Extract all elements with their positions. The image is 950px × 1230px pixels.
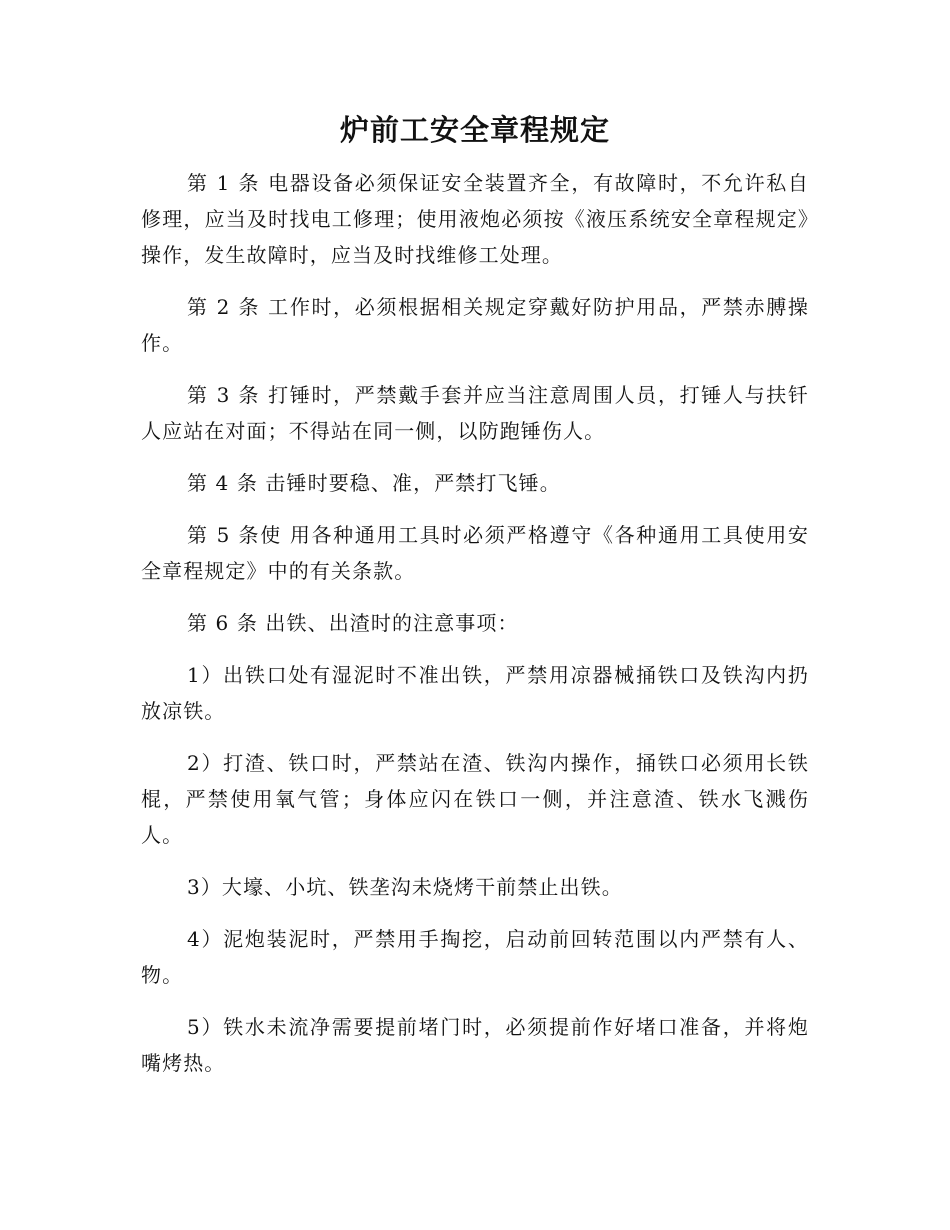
paragraph-item-2: 2）打渣、铁口时，严禁站在渣、铁沟内操作，捅铁口必须用长铁棍，严禁使用氧气管；身体应闪在铁口一侧，并注意渣、铁水飞溅伤人。 — [141, 751, 809, 847]
paragraph-article-2: 第 2 条 工作时，必须根据相关规定穿戴好防护用品，严禁赤膊操作。 — [141, 295, 809, 355]
paragraph-item-3: 3）大壕、小坑、铁垄沟未烧烤干前禁止出铁。 — [187, 875, 623, 899]
document-title: 炉前工安全章程规定 — [339, 113, 610, 147]
paragraph-article-3: 第 3 条 打锤时，严禁戴手套并应当注意周围人员，打锤人与扶钎人应站在对面；不得站在同一侧，以防跑锤伤人。 — [141, 383, 809, 443]
document-body — [141, 165, 809, 1097]
paragraph-item-1: 1）出铁口处有湿泥时不准出铁，严禁用凉器械捅铁口及铁沟内扔放凉铁。 — [141, 663, 809, 723]
paragraph-article-5: 第 5 条使 用各种通用工具时必须严格遵守《各种通用工具使用安全章程规定》中的有关条款。 — [141, 523, 809, 583]
paragraph-item-4: 4）泥炮装泥时，严禁用手掏挖，启动前回转范围以内严禁有人、物。 — [141, 927, 809, 987]
paragraph-article-6: 第 6 条 出铁、出渣时的注意事项： — [187, 611, 519, 635]
paragraph-item-5: 5）铁水未流净需要提前堵门时，必须提前作好堵口准备，并将炮嘴烤热。 — [141, 1015, 809, 1075]
paragraph-article-1: 第 1 条 电器设备必须保证安全装置齐全，有故障时，不允许私自修理，应当及时找电工修理；使用液炮必须按《液压系统安全章程规定》操作，发生故障时，应当及时找维修工处理。 — [141, 171, 809, 267]
paragraph-article-4: 第 4 条 击锤时要稳、准，严禁打飞锤。 — [187, 471, 561, 495]
